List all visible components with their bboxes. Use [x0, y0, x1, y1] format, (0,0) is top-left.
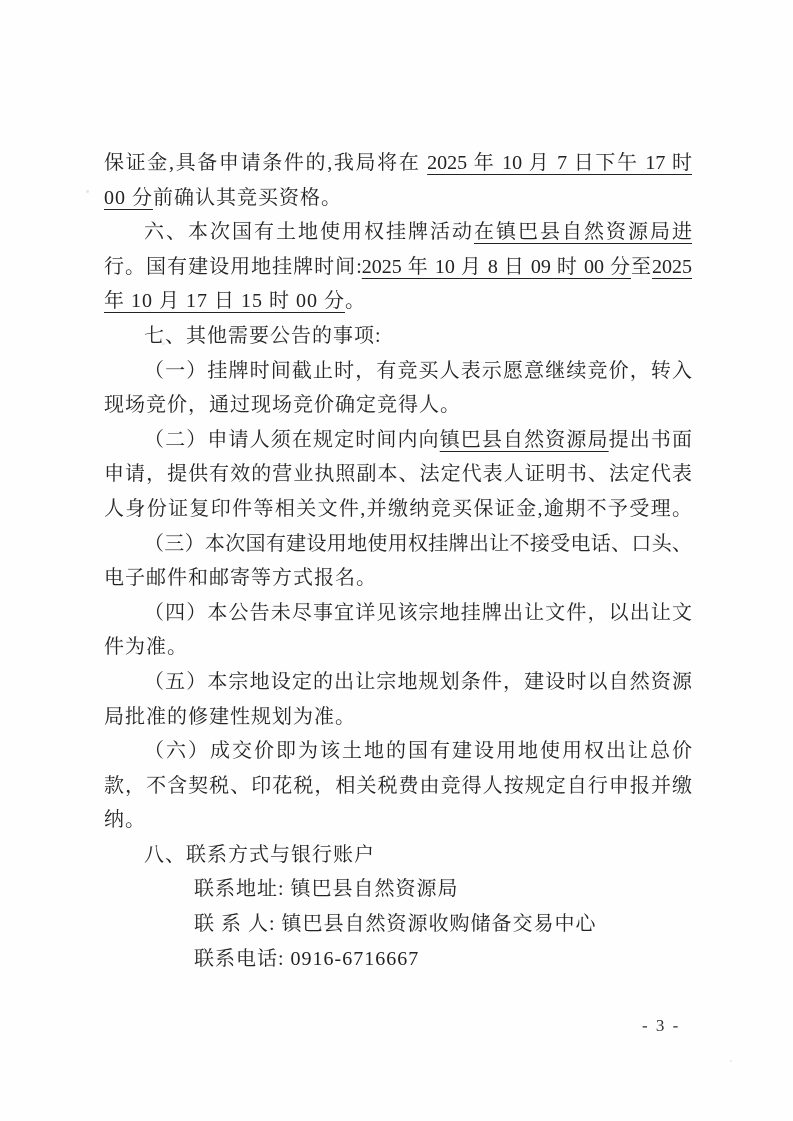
text-segment: 现场竞价，通过现场竞价确定竞得人。 — [104, 394, 461, 417]
text-line — [144, 838, 692, 873]
text-line — [144, 423, 692, 458]
document-body — [104, 146, 692, 976]
text-line — [144, 596, 692, 631]
text-segment: （二）申请人须在规定时间内向 — [144, 428, 440, 451]
text-segment: 前确认其竞买资格。 — [153, 186, 342, 209]
underlined-text: 镇巴县自然资源局 — [439, 428, 609, 451]
underlined-text: 在镇巴县自然资源局进 — [474, 221, 692, 244]
text-line — [144, 215, 692, 250]
text-segment: （一）挂牌时间截止时，有竞买人表示愿意继续竞价，转入 — [144, 359, 692, 382]
text-segment: （五）本宗地设定的出让宗地规划条件，建设时以自然资源 — [144, 670, 692, 693]
text-line — [194, 907, 692, 942]
text-line — [104, 561, 692, 596]
scan-speck — [730, 1060, 732, 1062]
text-line — [144, 665, 692, 700]
text-segment: 六、本次国有土地使用权挂牌活动 — [144, 221, 474, 244]
text-segment: 人身份证复印件等相关文件,并缴纳竞买保证金,逾期不予受理。 — [104, 497, 692, 520]
text-line — [144, 527, 692, 562]
text-segment: 提出书面 — [608, 428, 693, 451]
text-segment: 联 系 人: 镇巴县自然资源收购储备交易中心 — [194, 913, 597, 936]
text-line — [144, 319, 692, 354]
text-segment: 电子邮件和邮寄等方式报名。 — [104, 567, 377, 590]
text-line — [104, 803, 692, 838]
text-segment: 纳。 — [104, 809, 146, 832]
text-line — [104, 457, 692, 492]
underlined-text: 2025 年 10 月 7 日下午 17 时 — [427, 152, 693, 174]
text-line — [194, 872, 692, 907]
text-line — [104, 492, 692, 527]
text-segment: （三）本次国有建设用地使用权挂牌出让不接受电话、口头、 — [144, 532, 692, 555]
text-line — [104, 700, 692, 735]
text-segment: 联系电话: 0916-6716667 — [194, 947, 420, 970]
underlined-text: 年 10 月 17 日 15 时 00 分 — [104, 290, 345, 313]
text-segment: 行。国有建设用地挂牌时间: — [104, 255, 362, 278]
text-segment: 申请，提供有效的营业执照副本、法定代表人证明书、法定代表 — [104, 463, 692, 486]
underlined-text: 00 分 — [104, 186, 153, 209]
underlined-text: 2025 年 10 月 8 日 09 时 00 分 — [361, 255, 631, 278]
text-segment: 款，不含契税、印花税，相关税费由竞得人按规定自行申报并缴 — [104, 774, 692, 797]
page-number: - 3 - — [642, 1016, 681, 1035]
text-segment: 。 — [345, 290, 366, 313]
text-segment: （六）成交价即为该土地的国有建设用地使用权出让总价 — [144, 740, 692, 763]
text-line — [104, 284, 692, 319]
text-line — [104, 630, 692, 665]
text-line — [104, 146, 692, 181]
text-segment: 联系地址: 镇巴县自然资源局 — [194, 878, 459, 901]
text-line — [104, 388, 692, 423]
scan-speck — [162, 343, 165, 345]
text-line — [104, 250, 692, 285]
text-line — [144, 354, 692, 389]
scan-speck — [86, 190, 89, 193]
text-line — [104, 769, 692, 804]
text-segment: 保证金,具备申请条件的,我局将在 — [104, 152, 428, 174]
text-segment: 八、联系方式与银行账户 — [144, 843, 375, 866]
text-segment: 七、其他需要公告的事项: — [144, 324, 382, 347]
underlined-text: 2025 — [652, 255, 693, 278]
text-segment: 局批准的修建性规划为准。 — [104, 705, 356, 728]
text-line — [194, 942, 692, 977]
text-segment: （四）本公告未尽事宜详见该宗地挂牌出让文件，以出让文 — [144, 601, 692, 624]
text-line — [104, 181, 692, 216]
text-segment: 至 — [631, 255, 653, 278]
text-line — [144, 734, 692, 769]
text-segment: 件为准。 — [104, 636, 188, 659]
